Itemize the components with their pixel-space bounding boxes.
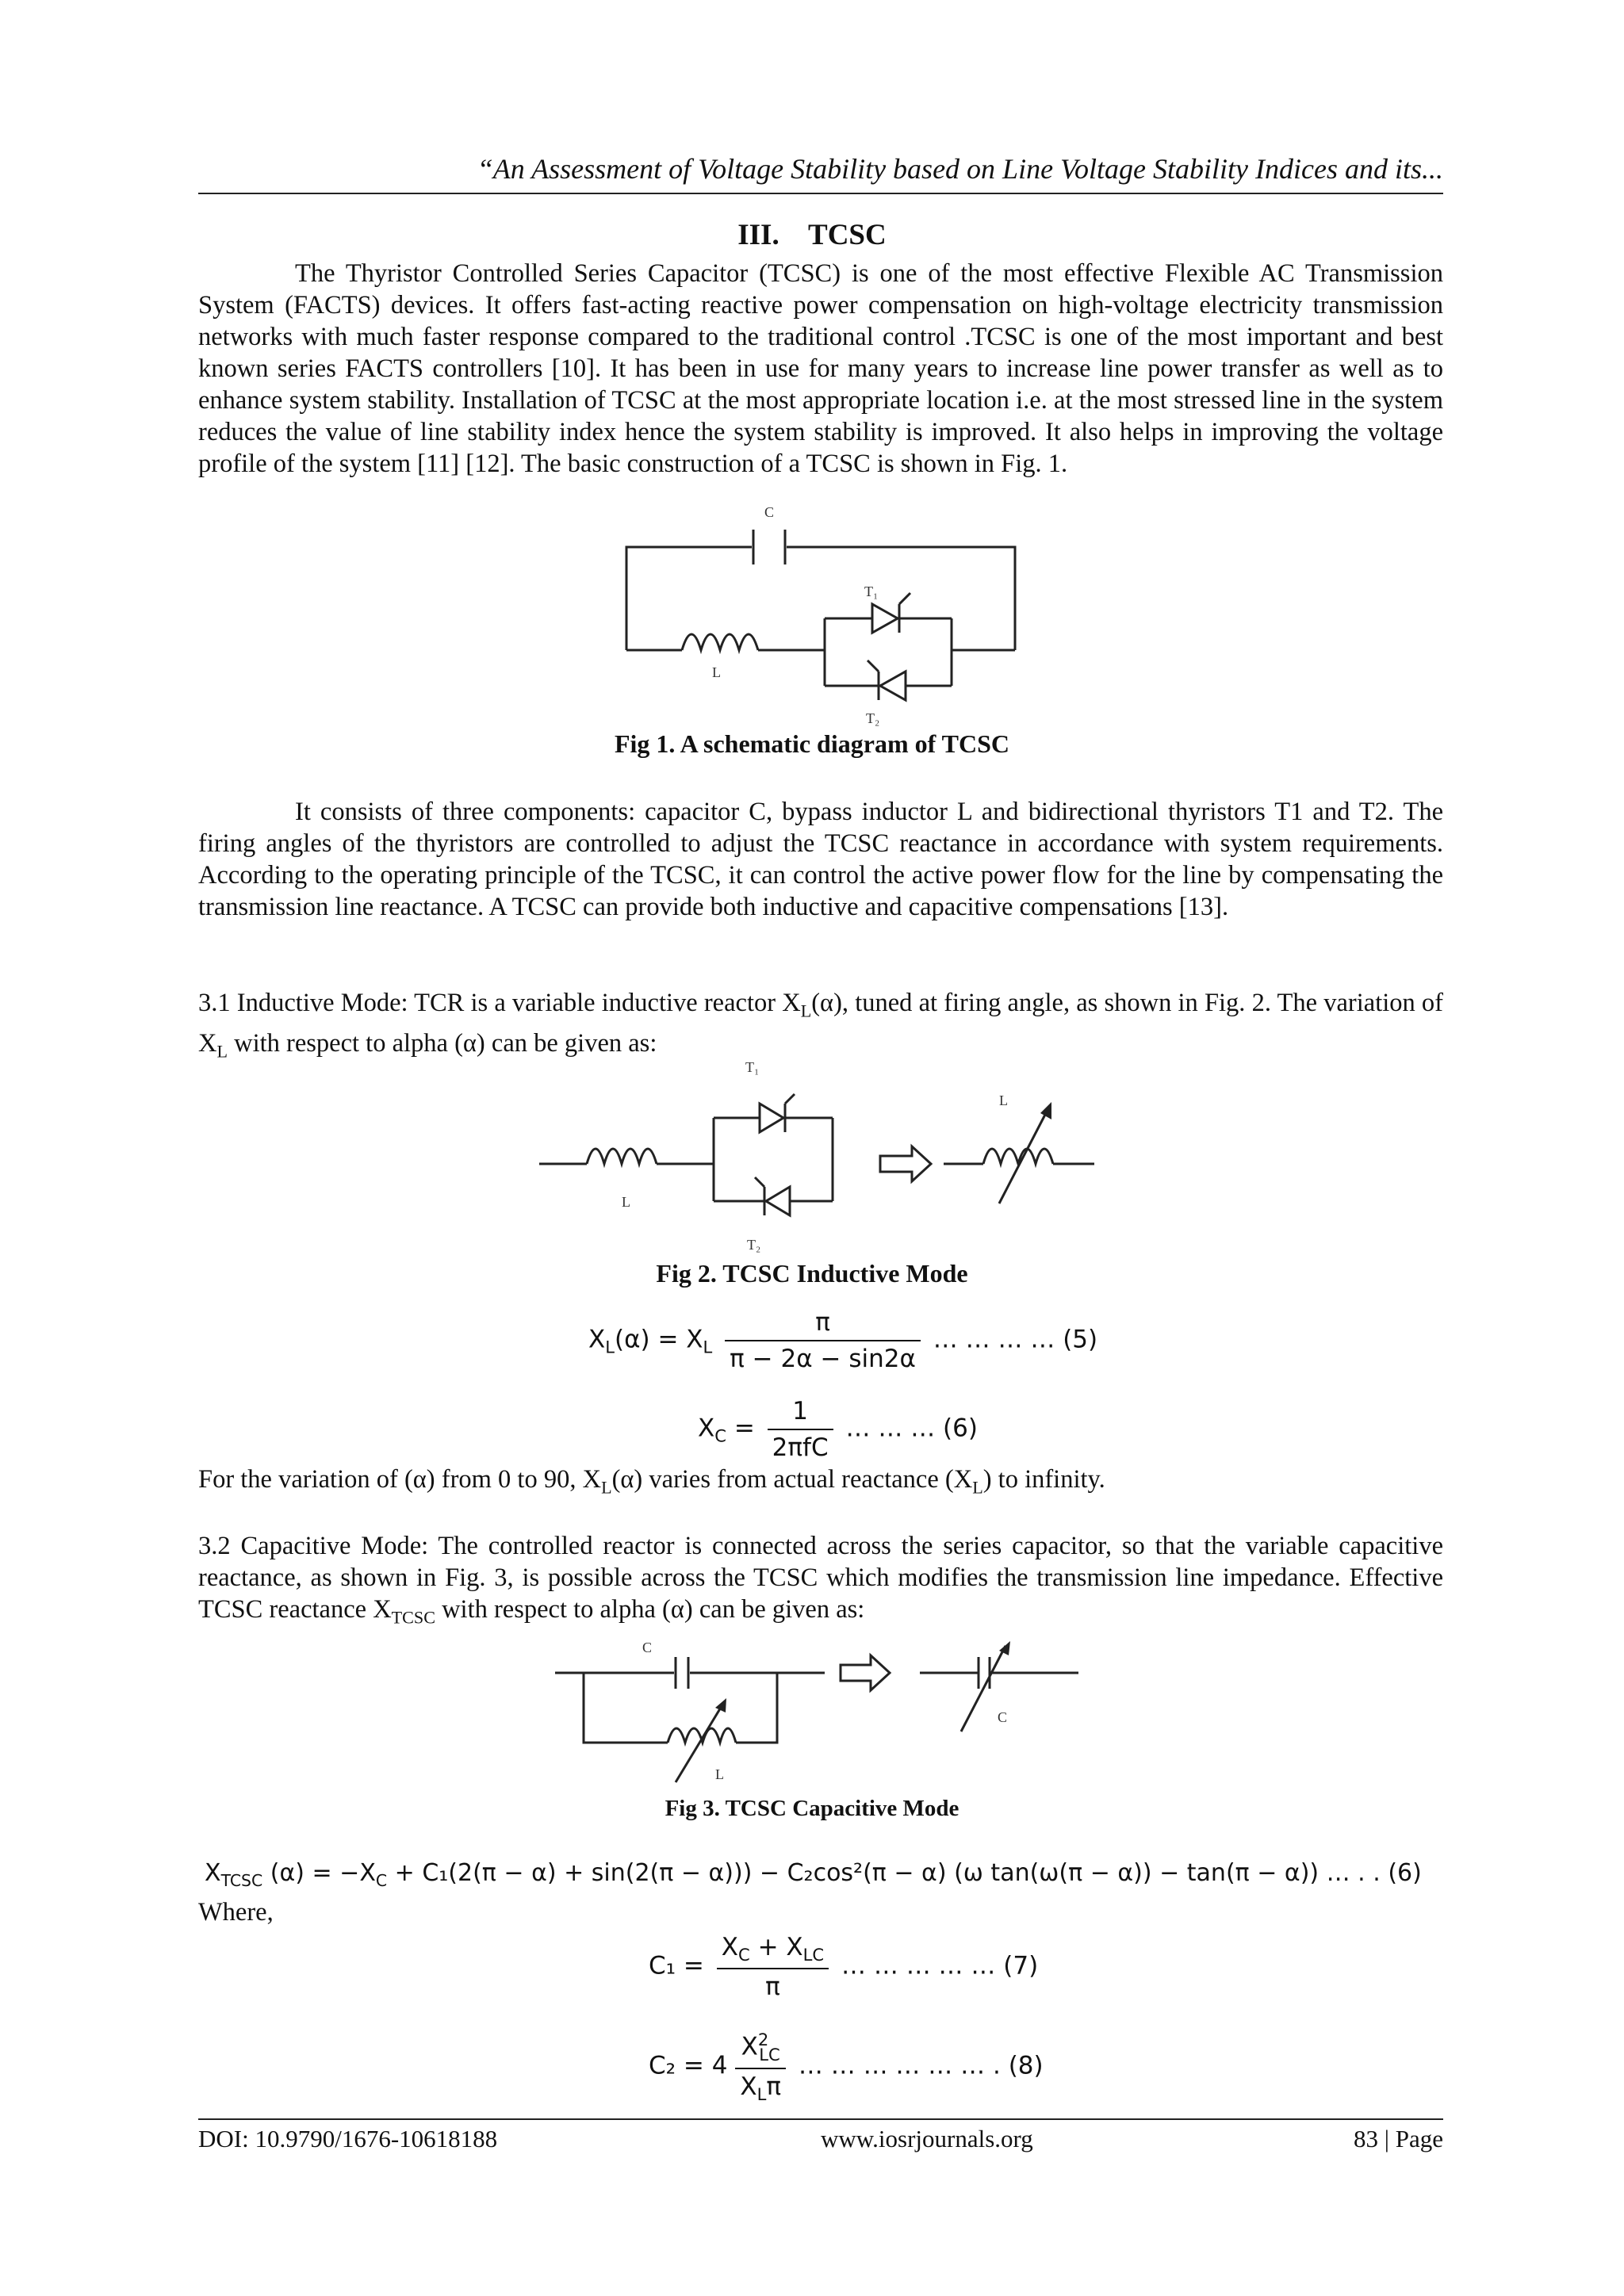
footer-doi: DOI: 10.9790/1676-10618188 xyxy=(198,2125,498,2152)
figure-3-capacitive-mode xyxy=(547,1641,1086,1792)
paragraph-intro xyxy=(198,258,1443,480)
inductive-symbol-xl: X xyxy=(782,989,801,1017)
eq7-sub-c: C xyxy=(738,1945,750,1965)
eq6b-rest: + C₁(2(π − α) + sin(2(π − α))) − C₂cos²(π − α) (ω tan(ω(π − α)) − tan(π − α)) … . . (6) xyxy=(387,1859,1422,1887)
eq7-lhs: C₁ = xyxy=(649,1951,704,1980)
fig3-parallel-branch xyxy=(584,1673,668,1743)
fig1-label-t1: T₁ xyxy=(864,584,879,599)
inductive-symbol-xl2: X xyxy=(198,1028,217,1058)
fig2-variable-arrow xyxy=(999,1112,1047,1203)
figure-1-caption: Fig 1. A schematic diagram of TCSC xyxy=(614,729,1010,758)
eq6b-x: X xyxy=(205,1859,221,1887)
eq6-lhs: = xyxy=(726,1414,755,1443)
eq5-fraction xyxy=(725,1308,921,1373)
footer-page-number: 83 | Page xyxy=(1354,2125,1443,2152)
eq5-sub-l2: L xyxy=(703,1337,713,1357)
eq8-lhs: C₂ = 4 xyxy=(649,2051,728,2080)
eq6-denominator: 2πfC xyxy=(772,1433,829,1462)
fig3-label-c: C xyxy=(642,1640,653,1655)
eq6-x: X xyxy=(698,1414,715,1443)
fig1-label-l: L xyxy=(712,664,721,680)
equation-6-xtcsc xyxy=(205,1859,1422,1890)
eq8-tag: … … … … … … . (8) xyxy=(798,2051,1044,2080)
paragraph-components xyxy=(198,796,1443,923)
fig1-thyristor-t2-icon xyxy=(868,660,906,700)
eq8-num-x: X xyxy=(741,2032,758,2061)
eq5-x: X xyxy=(588,1325,606,1354)
inductive-alpha: (α) xyxy=(811,989,842,1017)
fig1-inductor-coil xyxy=(682,634,758,650)
fig2-thyristor-t2-icon xyxy=(755,1177,790,1215)
fig3-arrowhead-icon xyxy=(715,1698,726,1712)
fig1-label-t2: T₂ xyxy=(866,710,880,726)
fig2-label-l: L xyxy=(622,1194,630,1210)
fig3-label-c-variable: C xyxy=(998,1709,1008,1725)
fig3-equivalence-arrow-icon xyxy=(841,1655,890,1690)
fig1-label-c: C xyxy=(764,504,775,520)
eq8-denominator xyxy=(735,2069,786,2104)
eq7-num-plus: + X xyxy=(749,1933,803,1961)
eq6-numerator: 1 xyxy=(768,1397,833,1430)
paragraph-intro-text: The Thyristor Controlled Series Capacitor (TCSC) is one of the most effective Flexible AC Transmission System (FACTS) devices. It offers fast-acting reactive power compensation on high-voltage electricity transmission networks with much faster response compared to the traditional control .TCSC is one of the most important and best known series FACTS controllers [10]. It has been in use for many years to increase line power transfer as well as to enhance system stability. Installation of TCSC at the most appropriate location i.e. at the most stressed line in the system reduces the value of line stability index hence the system stability is improved. It also helps in improving the voltage profile of the system [11] [12]. The basic construction of a TCSC is shown in Fig. 1. xyxy=(198,259,1443,478)
capacitive-x: X xyxy=(373,1595,392,1624)
eq8-sub-lc: LC xyxy=(759,2044,780,2064)
where-label: Where, xyxy=(198,1898,274,1927)
fig2-inductor-coil xyxy=(587,1149,657,1164)
eq7-fraction xyxy=(717,1933,829,2001)
running-header: “An Assessment of Voltage Stability based on Line Voltage Stability Indices and its... xyxy=(477,153,1443,185)
paragraph-variation: For the variation of (α) from 0 to 90, $X_L(\alpha)$ varies from actual reactance $(X_L)$ to infinity. xyxy=(198,1465,1105,1498)
variation-text-a: For the variation of xyxy=(198,1465,404,1494)
eq8-sub-l: L xyxy=(756,2084,767,2104)
inductive-sub-l: L xyxy=(800,1001,812,1021)
fig2-label-t2: T₂ xyxy=(747,1237,761,1253)
eq7-numerator xyxy=(717,1933,829,1969)
paragraph-capacitive-mode xyxy=(198,1530,1443,1634)
eq8-sup-2: 2 xyxy=(757,2030,769,2049)
variation-alpha: (α) xyxy=(404,1465,435,1494)
inductive-text-b: , tuned at firing angle, as shown in Fig. 2. The variation of xyxy=(841,989,1443,1017)
fig2-label-t1: T₁ xyxy=(745,1059,760,1075)
inductive-text-d: can be given as: xyxy=(485,1028,657,1058)
variation-alpha2: (α) xyxy=(611,1465,643,1494)
fig2-thyristor-t1-icon xyxy=(760,1094,795,1132)
variation-x: X xyxy=(582,1465,602,1494)
eq8-den-pi: π xyxy=(766,2072,782,2101)
figure-2-caption: Fig 2. TCSC Inductive Mode xyxy=(656,1259,968,1288)
eq8-fraction xyxy=(735,2030,786,2104)
variation-text-c: varies from actual reactance xyxy=(642,1465,945,1494)
fig1-wire-top-right xyxy=(787,547,1015,650)
variation-text-d: to infinity. xyxy=(991,1465,1105,1494)
eq5-sub-l: L xyxy=(605,1337,615,1357)
inductive-alpha2: (α) xyxy=(454,1028,485,1058)
eq7-tag: … … … … … (7) xyxy=(841,1951,1039,1980)
inductive-sub-l2: L xyxy=(216,1041,228,1061)
capacitive-text-a: 3.2 Capacitive Mode: The controlled reactor is connected across the series capacitor, so that the variable capacitive reactance, as shown in Fig. 3, is possible across the TCSC which modifies the transmission line impedance. Effective TCSC reactance xyxy=(198,1532,1443,1624)
equation-6-xc xyxy=(698,1397,978,1462)
variation-text-b: from 0 to 90, xyxy=(435,1465,583,1494)
capacitive-sub-tcsc: TCSC xyxy=(391,1607,435,1628)
eq6b-sub-c: C xyxy=(375,1871,388,1890)
fig2-label-l-variable: L xyxy=(999,1093,1008,1108)
eq6-tag: … … … (6) xyxy=(845,1414,978,1443)
header-rule xyxy=(198,193,1443,194)
paragraph-components-text: It consists of three components: capacitor C, bypass inductor L and bidirectional thyristors T1 and T2. The firing angles of the thyristors are controlled to adjust the TCSC reactance in accordance with system requirements. According to the operating principle of the TCSC, it can control the active power flow for the line by compensating the transmission line reactance. A TCSC can provide both inductive and capacitive compensations [13]. xyxy=(198,798,1443,921)
capacitive-alpha: (α) xyxy=(662,1595,693,1624)
inductive-text-a: 3.1 Inductive Mode: TCR is a variable inductive reactor xyxy=(198,989,783,1017)
equation-8 xyxy=(649,2030,1044,2104)
eq7-denominator: π xyxy=(765,1973,780,2002)
figure-1-tcsc-schematic xyxy=(611,504,1023,729)
eq6b-sub-tcsc: TCSC xyxy=(220,1871,263,1890)
fig2-variable-arrowhead-icon xyxy=(1040,1102,1051,1119)
footer-rule xyxy=(198,2118,1443,2120)
eq7-sub-lc: LC xyxy=(802,1945,825,1965)
inductive-text-c: with respect to alpha xyxy=(227,1028,455,1058)
fig2-variable-inductor-coil xyxy=(983,1149,1053,1164)
eq5-numerator: π xyxy=(725,1308,921,1341)
eq8-den-x: X xyxy=(740,2072,757,2101)
eq7-num-x: X xyxy=(721,1933,739,1961)
equation-5 xyxy=(588,1308,1097,1373)
figure-3-caption: Fig 3. TCSC Capacitive Mode xyxy=(665,1796,959,1821)
eq6-sub-c: C xyxy=(714,1425,726,1446)
variation-sub-l2: L xyxy=(972,1477,983,1498)
eq6b-body: (α) = −X xyxy=(262,1859,376,1887)
fig3-parallel-branch-right xyxy=(736,1673,777,1743)
variation-sub-l: L xyxy=(601,1477,612,1498)
variation-x2: X xyxy=(953,1465,973,1494)
eq5-lhs: (α) = X xyxy=(615,1325,703,1354)
eq5-denominator: π − 2α − sin2α xyxy=(730,1345,916,1373)
eq6-fraction xyxy=(768,1397,833,1462)
paragraph-inductive-mode xyxy=(198,987,1443,1067)
fig2-equivalence-arrow-icon xyxy=(880,1146,931,1181)
footer-website[interactable]: www.iosrjournals.org xyxy=(821,2125,1033,2152)
capacitive-text-c: can be given as: xyxy=(692,1595,865,1624)
eq5-tag: … … … … (5) xyxy=(933,1325,1098,1354)
fig3-label-l: L xyxy=(715,1766,724,1782)
figure-2-inductive-mode xyxy=(539,1059,1110,1261)
section-heading: III. TCSC xyxy=(737,219,887,251)
equation-7 xyxy=(649,1933,1038,2001)
capacitive-text-b: with respect to alpha xyxy=(435,1595,663,1624)
eq8-numerator xyxy=(735,2030,786,2069)
